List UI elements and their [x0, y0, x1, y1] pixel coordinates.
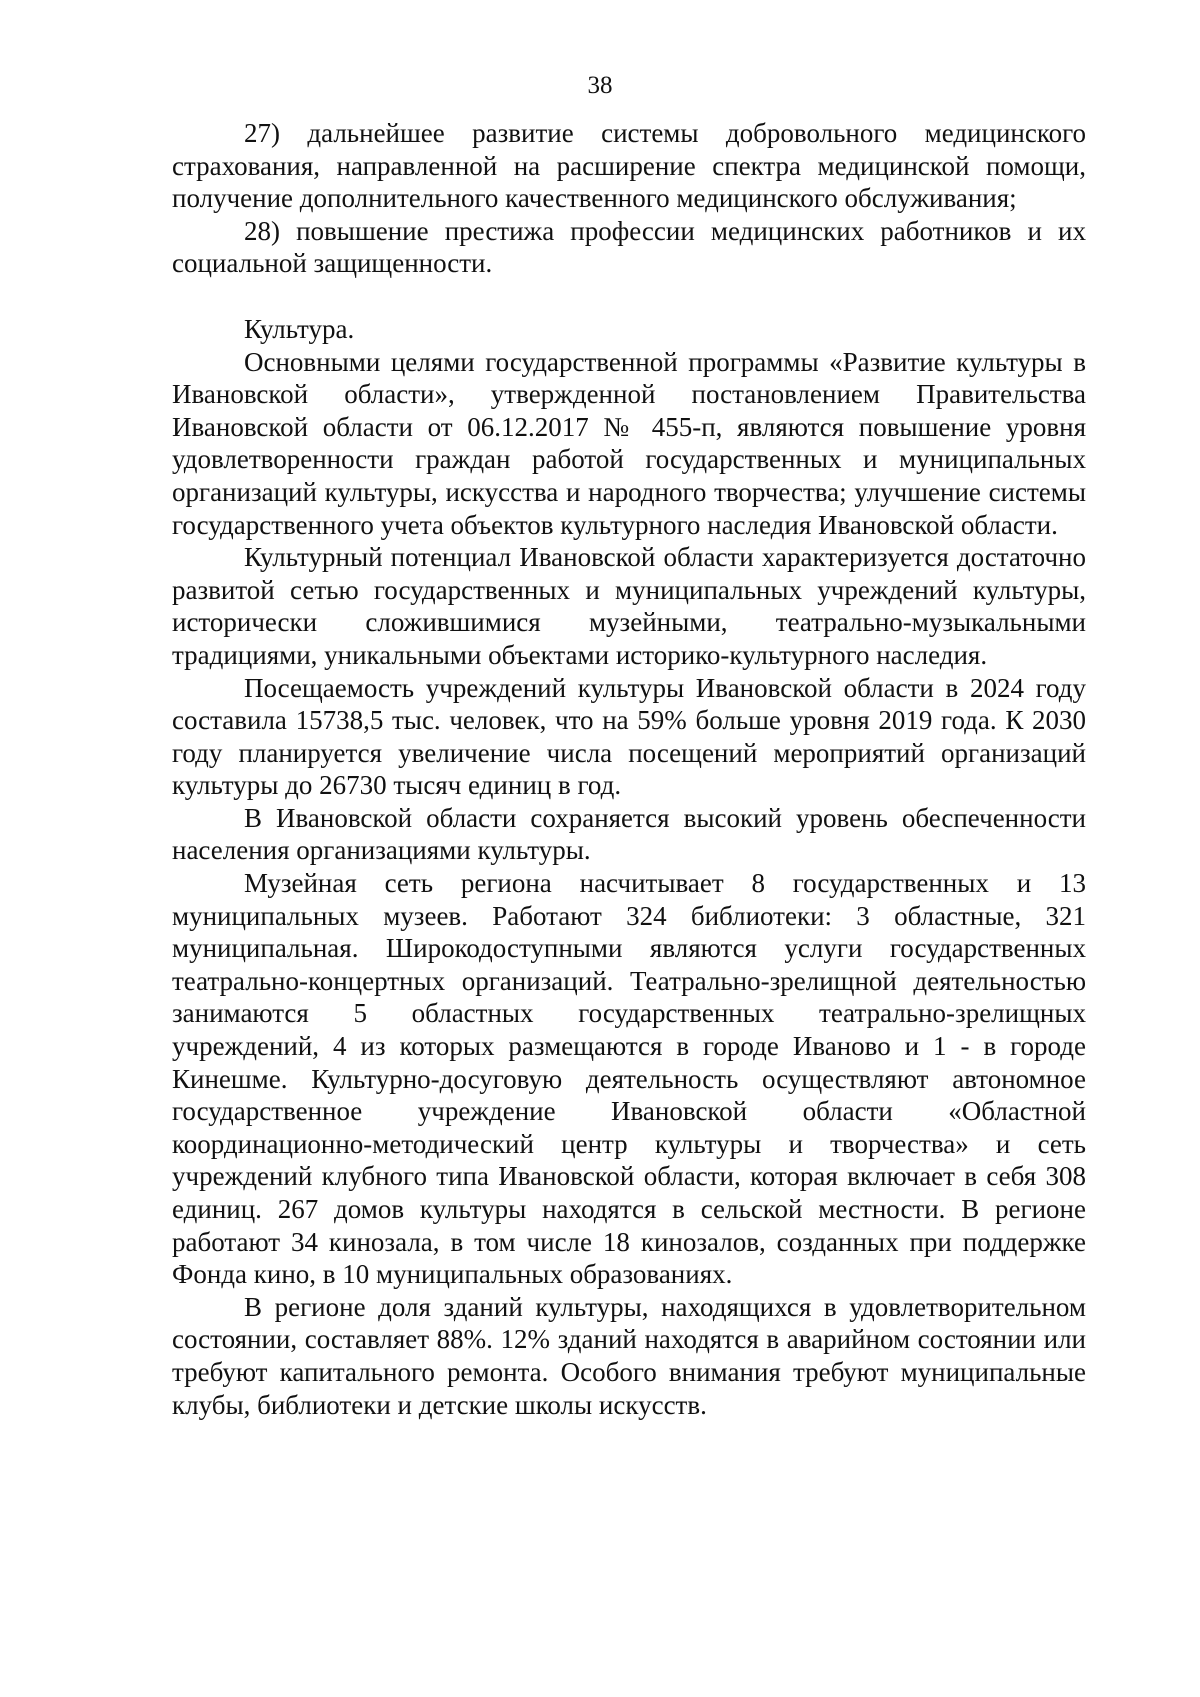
- page-number: 38: [587, 72, 613, 99]
- paragraph-cultural-potential: Культурный потенциал Ивановской области характеризуется достаточно развитой сетью государственных и муниципальных учреждений культуры, исторически сложившимися музейными, театрально-музыкальными традициями, уникальными объектами историко-культурного наследия.: [172, 542, 1086, 670]
- list-item-28: 28) повышение престижа профессии медицинских работников и их социальной защищенности.: [172, 215, 1086, 279]
- paragraph-gap: [172, 280, 1086, 313]
- document-body: [172, 117, 1086, 1421]
- paragraph-attendance: Посещаемость учреждений культуры Ивановской области в 2024 году составила 15738,5 тыс. человек, что на 59% больше уровня 2019 года. К 2030 году планируется увеличение числа посещений мероприятий организаций культуры до 26730 тысяч единиц в год.: [172, 672, 1086, 801]
- list-item-27: 27) дальнейшее развитие системы добровольного медицинского страхования, направленной на расширение спектра медицинской помощи, получение дополнительного качественного медицинского обслуживания;: [172, 118, 1086, 214]
- paragraph-museum-network: Музейная сеть региона насчитывает 8 государственных и 13 муниципальных музеев. Работают 324 библиотеки: 3 областные, 321 муниципальная. Широкодоступными являются услуги государственных театрально-концертных организаций. Театрально-зрелищной деятельностью занимаются 5 областных государственных театрально-зрелищных учреждений, 4 из которых размещаются в городе Иваново и 1 - в городе Кинешме. Культурно-досуговую деятельность осуществляют автономное государственное учреждение Ивановской области «Областной координационно-методический центр культуры и творчества» и сеть учреждений клубного типа Ивановской области, которая включает в себя 308 единиц. 267 домов культуры находятся в сельской местности. В регионе работают 34 кинозала, в том числе 18 кинозалов, созданных при поддержке Фонда кино, в 10 муниципальных образованиях.: [172, 868, 1086, 1290]
- section-title: Культура.: [244, 313, 355, 344]
- paragraph-program-goals: Основными целями государственной программы «Развитие культуры в Ивановской области», утвержденной постановлением Правительства Ивановской области от 06.12.2017 № 455-п, являются повышение уровня удовлетворенности граждан работой государственных и муниципальных организаций культуры, искусства и народного творчества; улучшение системы государственного учета объектов культурного наследия Ивановской области.: [172, 346, 1086, 540]
- paragraph-provision: В Ивановской области сохраняется высокий уровень обеспеченности населения организациями культуры.: [172, 802, 1086, 866]
- paragraph-building-condition: В регионе доля зданий культуры, находящихся в удовлетворительном состоянии, составляет 88%. 12% зданий находятся в аварийном состоянии или требуют капитального ремонта. Особого внимания требуют муниципальные клубы, библиотеки и детские школы искусств.: [172, 1291, 1086, 1420]
